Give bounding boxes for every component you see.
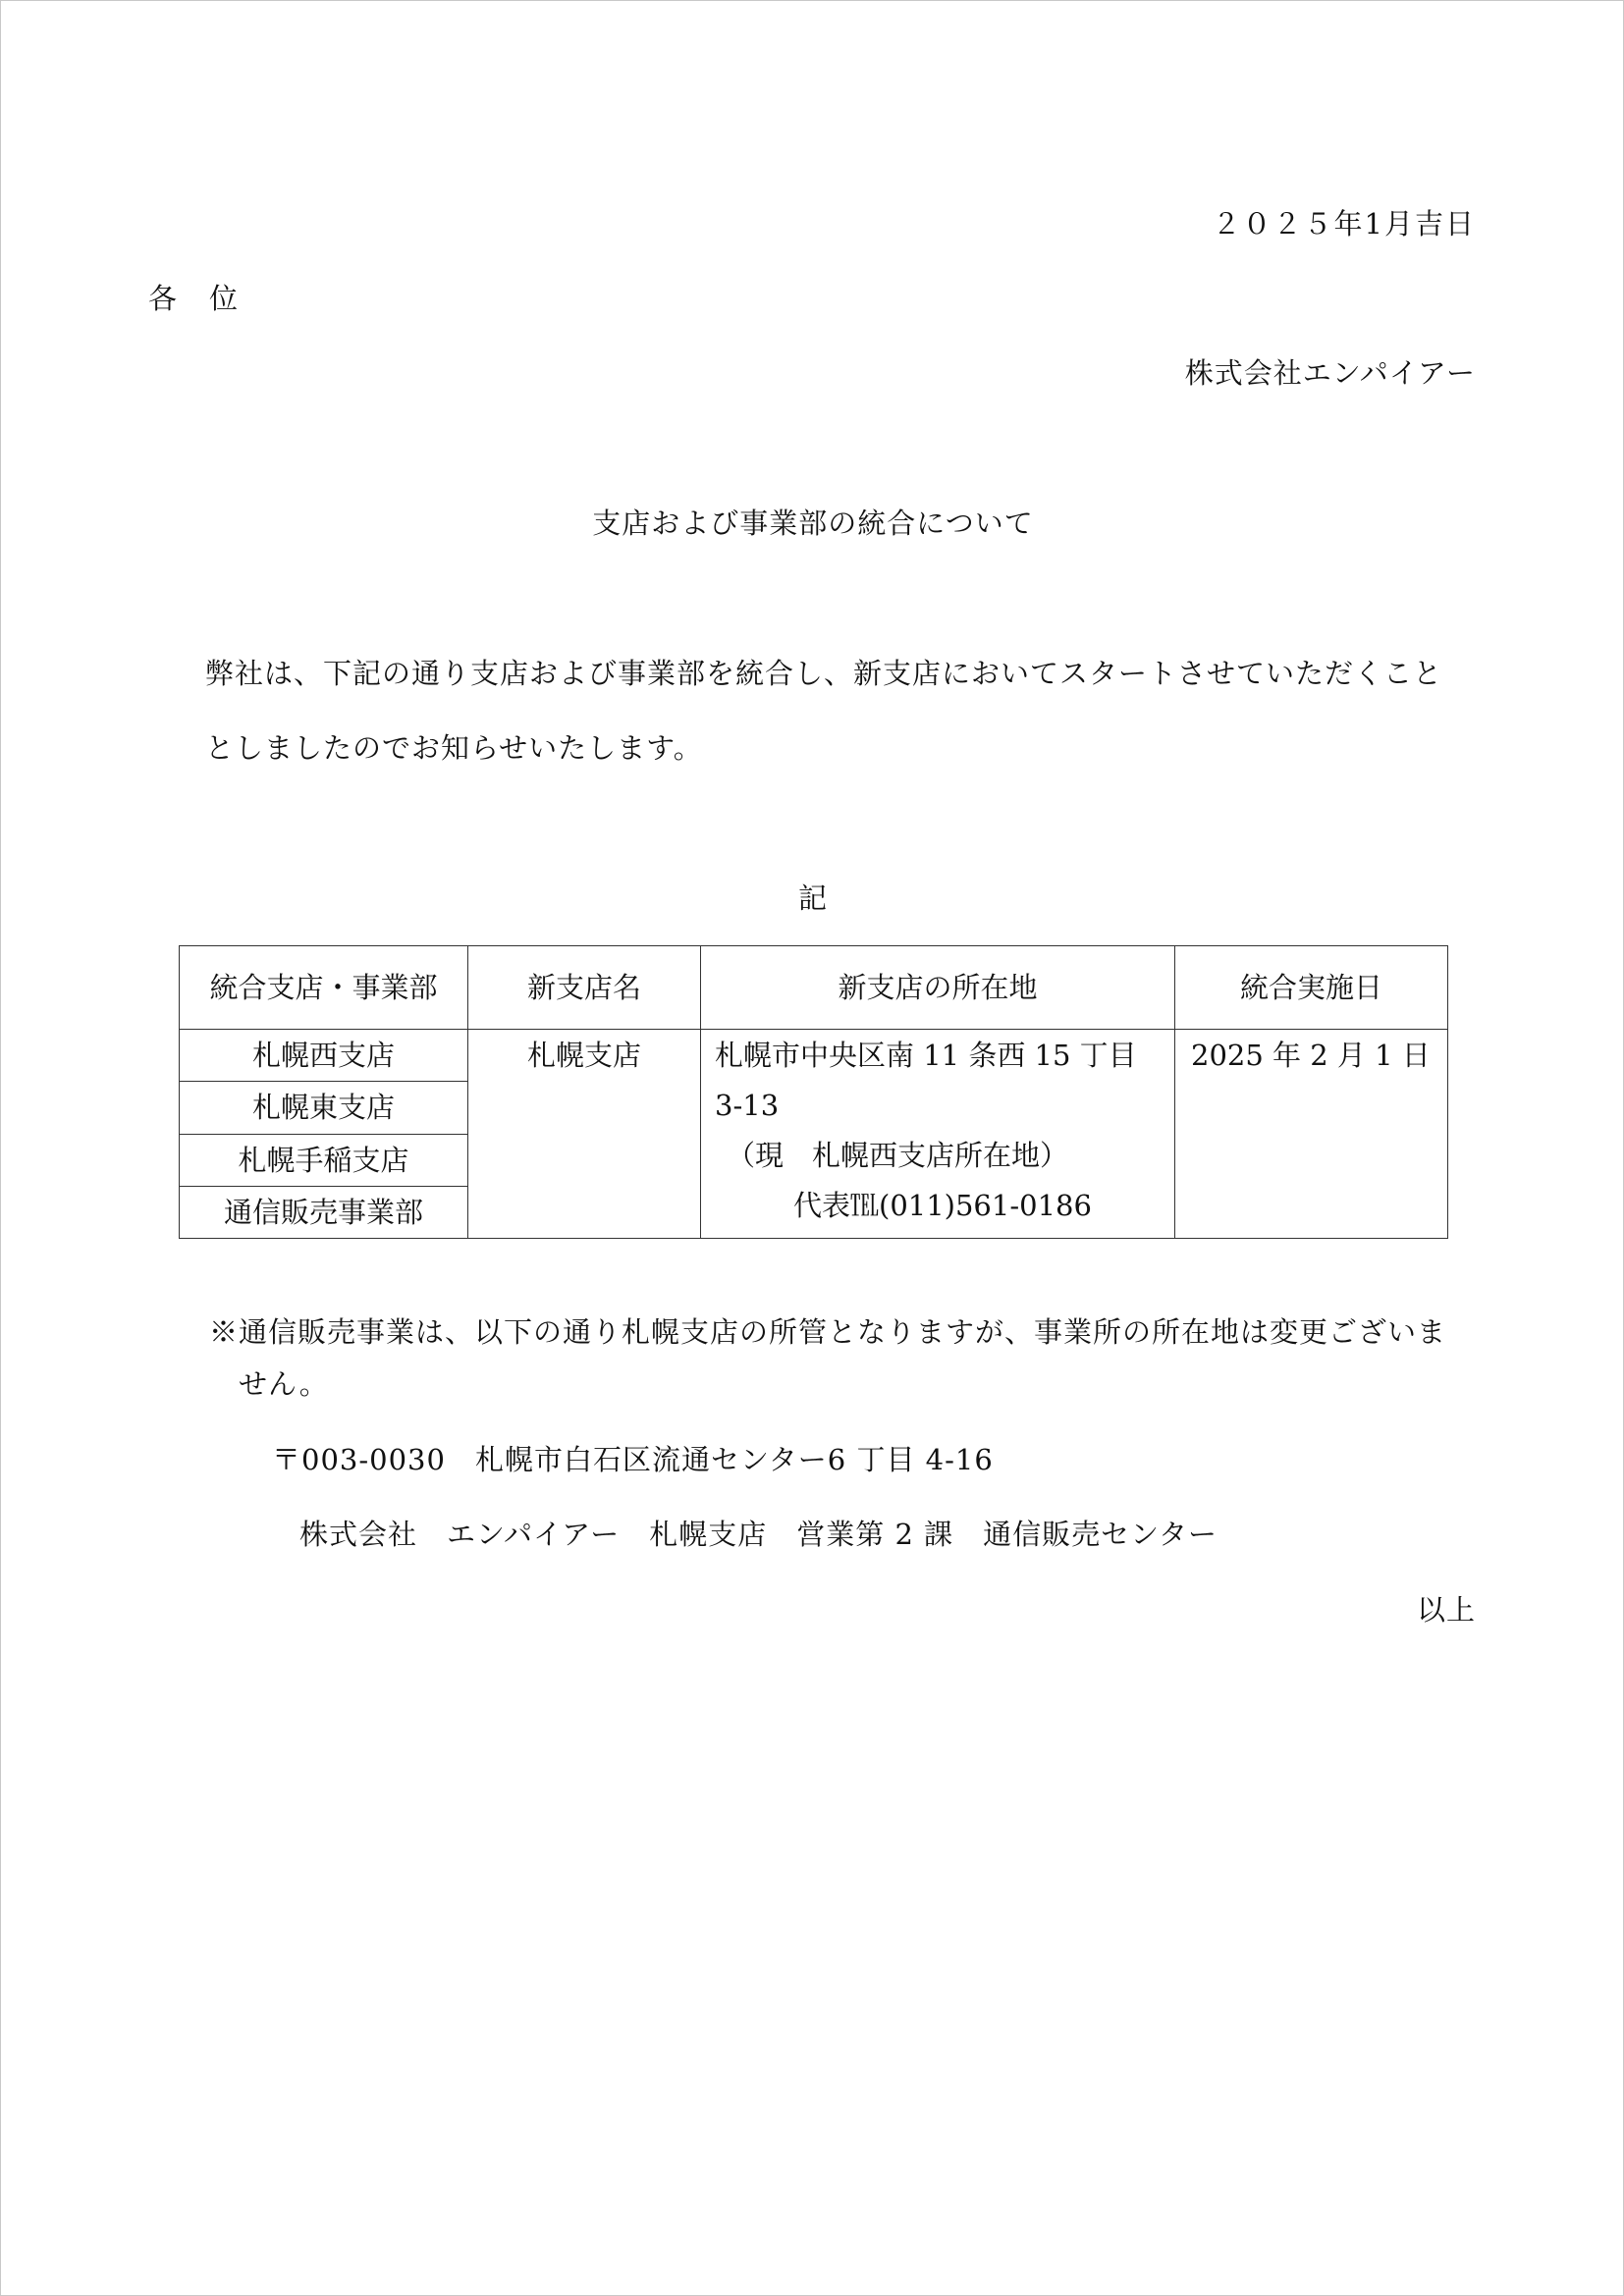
header-implementation-date: 統合実施日 (1175, 946, 1448, 1030)
sender-company: 株式会社エンパイアー (1184, 356, 1476, 390)
branch-cell: 札幌東支店 (180, 1082, 468, 1134)
branch-cell: 札幌手稲支店 (180, 1134, 468, 1186)
phone-line: 代表℡(011)561-0186 (793, 1189, 1092, 1222)
addressee: 各 位 (148, 282, 241, 315)
letter-date: ２０２５年1月吉日 (1212, 207, 1476, 240)
body-text-line-1: 弊社は、下記の通り支店および事業部を統合し、新支店においてスタートさせていただくこと (205, 657, 1443, 690)
note-line-1: ※通信販売事業は、以下の通り札幌支店の所管となりますが、事業所の所在地は変更ございま (209, 1315, 1447, 1349)
body-text-line-2: としましたのでお知らせいたします。 (205, 731, 703, 765)
branch-cell: 通信販売事業部 (180, 1186, 468, 1238)
address-line: （現 札幌西支店所在地） (727, 1139, 1069, 1172)
table-header-row (180, 946, 1448, 1030)
table-row (180, 1030, 1448, 1082)
header-merged-branches: 統合支店・事業部 (180, 946, 468, 1030)
address-line: 札幌市中央区南 11 条西 15 丁目 (715, 1039, 1137, 1072)
document-title: 支店および事業部の統合について (592, 507, 1034, 540)
closing-mark: 以上 (1416, 1593, 1476, 1627)
implementation-date-cell: 2025 年 2 月 1 日 (1175, 1030, 1448, 1239)
postal-address: 〒003-0030 札幌市白石区流通センター6 丁目 4-16 (272, 1443, 994, 1476)
new-branch-name-cell: 札幌支店 (468, 1030, 701, 1239)
note-line-2: せん。 (239, 1367, 329, 1401)
address-line: 3-13 (715, 1089, 780, 1122)
header-new-branch-address: 新支店の所在地 (701, 946, 1175, 1030)
new-branch-address-cell (701, 1030, 1175, 1239)
merger-table (179, 945, 1448, 1239)
ki-heading: 記 (797, 881, 828, 915)
division-name: 株式会社 エンパイアー 札幌支店 営業第 2 課 通信販売センター (299, 1518, 1218, 1551)
header-new-branch-name: 新支店名 (468, 946, 701, 1030)
branch-cell: 札幌西支店 (180, 1030, 468, 1082)
